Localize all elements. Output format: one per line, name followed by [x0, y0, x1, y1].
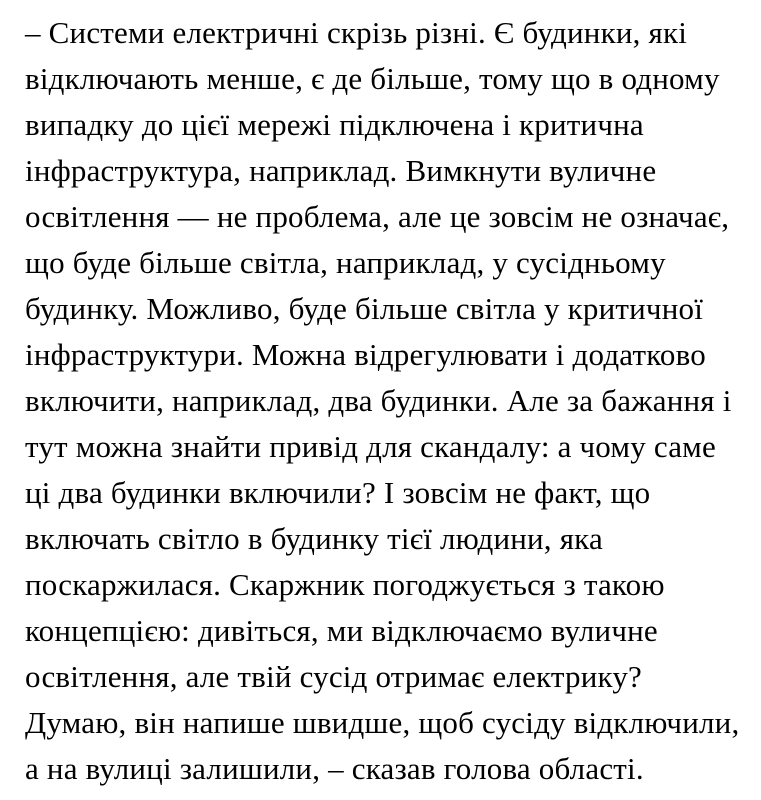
text-paragraph — [25, 10, 743, 792]
text-line: освітлення — не проблема, але це зовсім не означає, — [25, 199, 730, 234]
text-line: Думаю, він напише швидше, щоб сусіду відключили, — [25, 705, 740, 740]
text-line: ці два будинки включили? І зовсім не факт, що — [25, 475, 651, 510]
text-line: відключають менше, є де більше, тому що в одному — [25, 61, 720, 96]
text-line: концепцією: дивіться, ми відключаємо вуличне — [25, 613, 658, 648]
text-line: інфраструктури. Можна відрегулювати і додатково — [25, 337, 706, 372]
text-line: – Системи електричні скрізь різні. Є будинки, які — [25, 15, 688, 50]
text-line: випадку до цієї мережі підключена і критична — [25, 107, 644, 142]
text-line: поскаржилася. Скаржник погоджується з такою — [25, 567, 665, 602]
text-line: включать світло в будинку тієї людини, яка — [25, 521, 603, 556]
text-line: освітлення, але твій сусід отримає електрику? — [25, 659, 642, 694]
text-line: а на вулиці залишили, – сказав голова області. — [25, 751, 644, 786]
text-line: інфраструктура, наприклад. Вимкнути вуличне — [25, 153, 657, 188]
text-line: будинку. Можливо, буде більше світла у критичної — [25, 291, 704, 326]
text-line: що буде більше світла, наприклад, у сусідньому — [25, 245, 666, 280]
text-line: тут можна знайти привід для скандалу: а чому саме — [25, 429, 716, 464]
text-line: включити, наприклад, два будинки. Але за бажання і — [25, 383, 732, 418]
